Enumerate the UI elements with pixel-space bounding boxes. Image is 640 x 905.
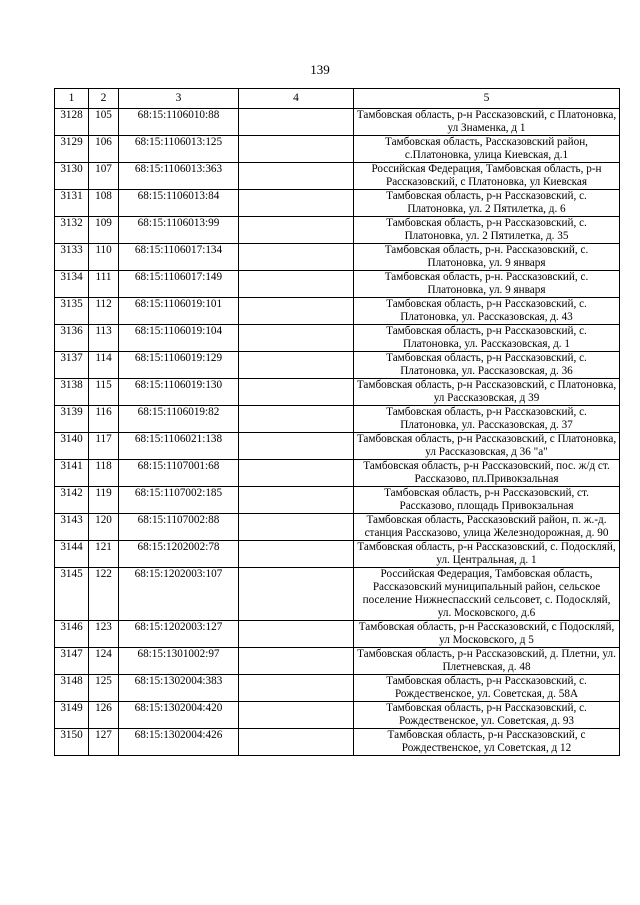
cadastral-number-cell: 68:15:1301002:97 xyxy=(119,648,239,675)
table-row xyxy=(55,190,620,217)
cadastral-number-cell: 68:15:1106013:363 xyxy=(119,163,239,190)
row-number-cell: 3143 xyxy=(55,514,89,541)
cadastral-number-cell: 68:15:1302004:426 xyxy=(119,729,239,756)
row-number-cell: 3140 xyxy=(55,433,89,460)
row-number-cell: 3137 xyxy=(55,352,89,379)
cadastral-number-cell: 68:15:1202003:127 xyxy=(119,621,239,648)
column-4-cell xyxy=(239,541,354,568)
table-row xyxy=(55,568,620,621)
address-cell: Тамбовская область, р-н Рассказовский, с. Рождественское, ул. Советская, д. 93 xyxy=(354,702,620,729)
row-number-cell: 3139 xyxy=(55,406,89,433)
sub-number-cell: 127 xyxy=(89,729,119,756)
column-4-cell xyxy=(239,460,354,487)
table-row xyxy=(55,487,620,514)
table-row xyxy=(55,621,620,648)
cadastral-number-cell: 68:15:1106013:125 xyxy=(119,136,239,163)
address-cell: Тамбовская область, р-н Рассказовский, с. Платоновка, ул. Рассказовская, д. 36 xyxy=(354,352,620,379)
column-4-cell xyxy=(239,352,354,379)
column-header: 5 xyxy=(354,89,620,109)
row-number-cell: 3138 xyxy=(55,379,89,406)
sub-number-cell: 124 xyxy=(89,648,119,675)
row-number-cell: 3133 xyxy=(55,244,89,271)
sub-number-cell: 110 xyxy=(89,244,119,271)
sub-number-cell: 113 xyxy=(89,325,119,352)
table-row xyxy=(55,298,620,325)
address-cell: Тамбовская область, р-н Рассказовский, с. Рождественское, ул. Советская, д. 58А xyxy=(354,675,620,702)
sub-number-cell: 118 xyxy=(89,460,119,487)
address-cell: Тамбовская область, р-н Рассказовский, с Платоновка, ул Рассказовская, д 36 "а" xyxy=(354,433,620,460)
row-number-cell: 3131 xyxy=(55,190,89,217)
sub-number-cell: 108 xyxy=(89,190,119,217)
column-4-cell xyxy=(239,514,354,541)
column-4-cell xyxy=(239,244,354,271)
row-number-cell: 3134 xyxy=(55,271,89,298)
address-cell: Тамбовская область, р-н Рассказовский, с Платоновка, ул Рассказовская, д 39 xyxy=(354,379,620,406)
column-header: 1 xyxy=(55,89,89,109)
row-number-cell: 3149 xyxy=(55,702,89,729)
sub-number-cell: 119 xyxy=(89,487,119,514)
column-4-cell xyxy=(239,729,354,756)
cadastral-number-cell: 68:15:1107002:185 xyxy=(119,487,239,514)
sub-number-cell: 120 xyxy=(89,514,119,541)
sub-number-cell: 122 xyxy=(89,568,119,621)
table-row xyxy=(55,244,620,271)
address-cell: Тамбовская область, р-н. Рассказовский, с. Платоновка, ул. 9 января xyxy=(354,244,620,271)
cadastral-number-cell: 68:15:1202002:78 xyxy=(119,541,239,568)
row-number-cell: 3147 xyxy=(55,648,89,675)
address-cell: Тамбовская область, р-н Рассказовский, с Рождественское, ул Советская, д 12 xyxy=(354,729,620,756)
table-row xyxy=(55,406,620,433)
address-cell: Тамбовская область, р-н Рассказовский, с. Платоновка, ул. Рассказовская, д. 1 xyxy=(354,325,620,352)
address-cell: Тамбовская область, р-н Рассказовский, с. Платоновка, ул. 2 Пятилетка, д. 35 xyxy=(354,217,620,244)
table-row xyxy=(55,514,620,541)
column-4-cell xyxy=(239,648,354,675)
column-4-cell xyxy=(239,487,354,514)
sub-number-cell: 112 xyxy=(89,298,119,325)
sub-number-cell: 105 xyxy=(89,109,119,136)
table-row xyxy=(55,648,620,675)
cadastral-number-cell: 68:15:1106019:82 xyxy=(119,406,239,433)
cadastral-number-cell: 68:15:1106019:101 xyxy=(119,298,239,325)
cadastral-number-cell: 68:15:1106013:99 xyxy=(119,217,239,244)
address-cell: Тамбовская область, р-н Рассказовский, с. Платоновка, ул. Рассказовская, д. 43 xyxy=(354,298,620,325)
row-number-cell: 3148 xyxy=(55,675,89,702)
address-cell: Российская Федерация, Тамбовская область, Рассказовский муниципальный район, сельское поселение Нижнеспасский сельсовет, с. Подоскляй, ул. Московского, д.6 xyxy=(354,568,620,621)
cadastral-number-cell: 68:15:1302004:420 xyxy=(119,702,239,729)
column-4-cell xyxy=(239,271,354,298)
cadastral-number-cell: 68:15:1106013:84 xyxy=(119,190,239,217)
table-row xyxy=(55,729,620,756)
cadastral-number-cell: 68:15:1107001:68 xyxy=(119,460,239,487)
table-row xyxy=(55,163,620,190)
table-body xyxy=(55,109,620,756)
header-row xyxy=(55,89,620,109)
column-header: 4 xyxy=(239,89,354,109)
address-cell: Российская Федерация, Тамбовская область, р-н Рассказовский, с Платоновка, ул Киевская xyxy=(354,163,620,190)
address-cell: Тамбовская область, р-н Рассказовский, пос. ж/д ст. Рассказово, пл.Привокзальная xyxy=(354,460,620,487)
cadastral-number-cell: 68:15:1106010:88 xyxy=(119,109,239,136)
cadastral-number-cell: 68:15:1106017:149 xyxy=(119,271,239,298)
address-cell: Тамбовская область, р-н Рассказовский, с. Платоновка, ул. 2 Пятилетка, д. 6 xyxy=(354,190,620,217)
row-number-cell: 3136 xyxy=(55,325,89,352)
sub-number-cell: 109 xyxy=(89,217,119,244)
row-number-cell: 3150 xyxy=(55,729,89,756)
column-4-cell xyxy=(239,702,354,729)
table-row xyxy=(55,702,620,729)
table-row xyxy=(55,109,620,136)
table-row xyxy=(55,379,620,406)
column-4-cell xyxy=(239,621,354,648)
row-number-cell: 3144 xyxy=(55,541,89,568)
column-4-cell xyxy=(239,136,354,163)
cadastral-number-cell: 68:15:1106019:104 xyxy=(119,325,239,352)
address-cell: Тамбовская область, р-н Рассказовский, ст. Рассказово, площадь Привокзальная xyxy=(354,487,620,514)
cadastral-number-cell: 68:15:1106021:138 xyxy=(119,433,239,460)
column-4-cell xyxy=(239,325,354,352)
table-row xyxy=(55,271,620,298)
column-4-cell xyxy=(239,109,354,136)
column-4-cell xyxy=(239,190,354,217)
column-4-cell xyxy=(239,298,354,325)
row-number-cell: 3129 xyxy=(55,136,89,163)
column-header: 2 xyxy=(89,89,119,109)
cadastral-number-cell: 68:15:1107002:88 xyxy=(119,514,239,541)
column-4-cell xyxy=(239,568,354,621)
table-row xyxy=(55,217,620,244)
table-row xyxy=(55,325,620,352)
sub-number-cell: 115 xyxy=(89,379,119,406)
address-cell: Тамбовская область, р-н Рассказовский, с Платоновка, ул Знаменка, д 1 xyxy=(354,109,620,136)
cadastral-number-cell: 68:15:1106019:129 xyxy=(119,352,239,379)
row-number-cell: 3146 xyxy=(55,621,89,648)
sub-number-cell: 116 xyxy=(89,406,119,433)
address-cell: Тамбовская область, Рассказовский район, с.Платоновка, улица Киевская, д.1 xyxy=(354,136,620,163)
cadastral-number-cell: 68:15:1106019:130 xyxy=(119,379,239,406)
row-number-cell: 3142 xyxy=(55,487,89,514)
page-number: 139 xyxy=(310,62,330,77)
row-number-cell: 3132 xyxy=(55,217,89,244)
cadastral-number-cell: 68:15:1202003:107 xyxy=(119,568,239,621)
sub-number-cell: 106 xyxy=(89,136,119,163)
table-row xyxy=(55,136,620,163)
row-number-cell: 3141 xyxy=(55,460,89,487)
column-4-cell xyxy=(239,163,354,190)
table-row xyxy=(55,433,620,460)
row-number-cell: 3130 xyxy=(55,163,89,190)
sub-number-cell: 107 xyxy=(89,163,119,190)
table-header xyxy=(55,89,620,109)
sub-number-cell: 123 xyxy=(89,621,119,648)
address-cell: Тамбовская область, р-н. Рассказовский, с. Платоновка, ул. 9 января xyxy=(354,271,620,298)
column-4-cell xyxy=(239,379,354,406)
sub-number-cell: 125 xyxy=(89,675,119,702)
column-4-cell xyxy=(239,406,354,433)
column-header: 3 xyxy=(119,89,239,109)
property-registry-table xyxy=(54,88,620,756)
table-row xyxy=(55,541,620,568)
table-row xyxy=(55,675,620,702)
cadastral-number-cell: 68:15:1106017:134 xyxy=(119,244,239,271)
sub-number-cell: 114 xyxy=(89,352,119,379)
row-number-cell: 3145 xyxy=(55,568,89,621)
table-row xyxy=(55,352,620,379)
column-4-cell xyxy=(239,433,354,460)
column-4-cell xyxy=(239,675,354,702)
sub-number-cell: 126 xyxy=(89,702,119,729)
column-4-cell xyxy=(239,217,354,244)
row-number-cell: 3128 xyxy=(55,109,89,136)
sub-number-cell: 111 xyxy=(89,271,119,298)
address-cell: Тамбовская область, р-н Рассказовский, с. Подоскляй, ул. Центральная, д. 1 xyxy=(354,541,620,568)
address-cell: Тамбовская область, р-н Рассказовский, с. Платоновка, ул. Рассказовская, д. 37 xyxy=(354,406,620,433)
address-cell: Тамбовская область, Рассказовский район, п. ж.-д. станция Рассказово, улица Железнодорожная, д. 90 xyxy=(354,514,620,541)
table-row xyxy=(55,460,620,487)
address-cell: Тамбовская область, р-н Рассказовский, с Подоскляй, ул Московского, д 5 xyxy=(354,621,620,648)
cadastral-number-cell: 68:15:1302004:383 xyxy=(119,675,239,702)
address-cell: Тамбовская область, р-н Рассказовский, д. Плетни, ул. Плетневская, д. 48 xyxy=(354,648,620,675)
sub-number-cell: 117 xyxy=(89,433,119,460)
row-number-cell: 3135 xyxy=(55,298,89,325)
sub-number-cell: 121 xyxy=(89,541,119,568)
